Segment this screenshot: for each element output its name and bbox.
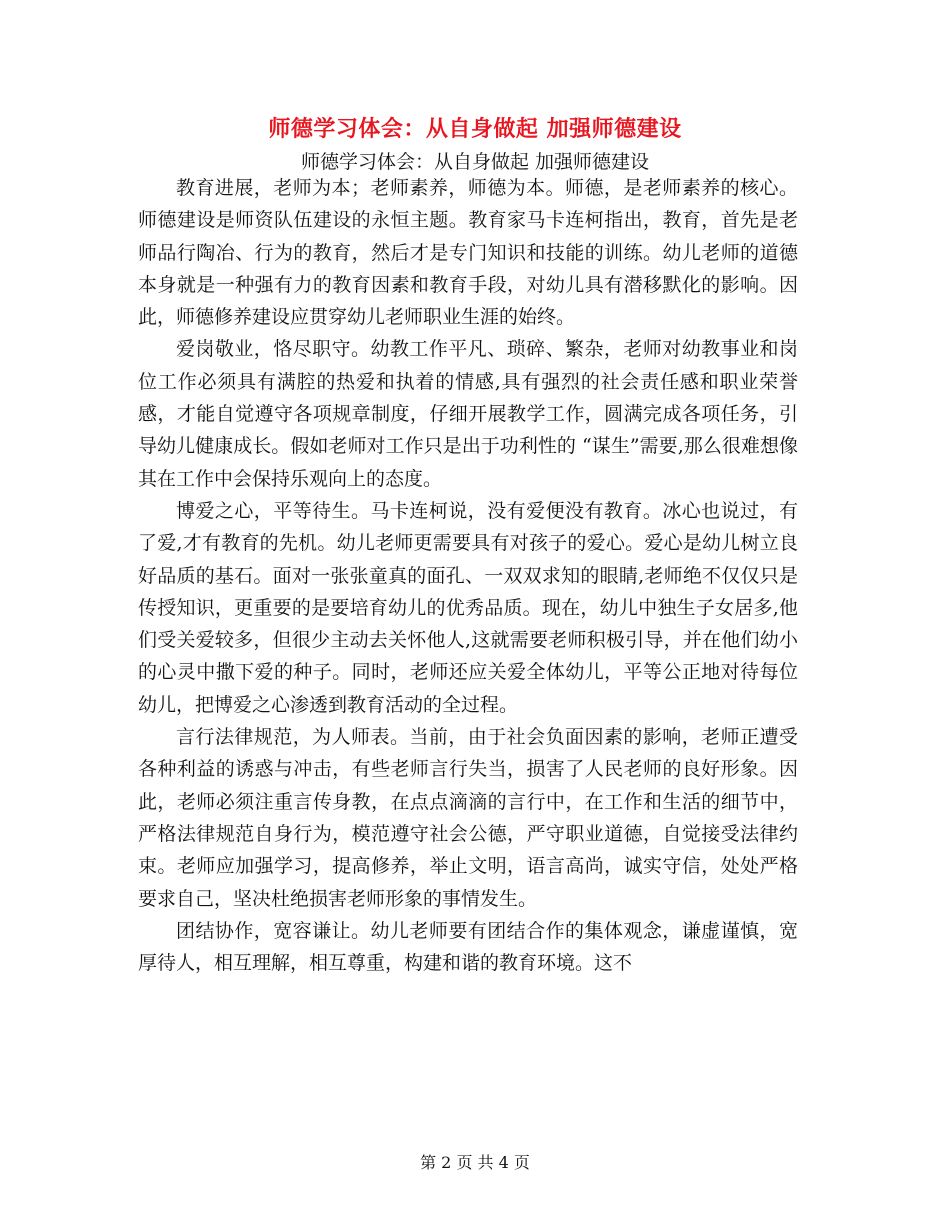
paragraph: 教育进展，老师为本；老师素养，师德为本。师德，是老师素养的核心。师德建设是师资队伍建设的永恒主题。教育家马卡连柯指出，教育，首先是老师品行陶冶、行为的教育，然后才是专门知识和技能的训练。幼儿老师的道德本身就是一种强有力的教育因素和教育手段，对幼儿具有潜移默化的影响。因此，师德修养建设应贯穿幼儿老师职业生涯的始终。 <box>138 177 798 329</box>
paragraph: 团结协作，宽容谦让。幼儿老师要有团结合作的集体观念，谦虚谨慎，宽厚待人，相互理解，相互尊重，构建和谐的教育环境。这不 <box>138 919 798 975</box>
document-title: 师德学习体会：从自身做起 加强师德建设 <box>268 117 682 142</box>
page-number-footer: 第 2 页 共 4 页 <box>420 1153 530 1172</box>
document-body <box>138 172 798 979</box>
paragraph: 爱岗敬业，恪尽职守。幼教工作平凡、琐碎、繁杂，老师对幼教事业和岗位工作必须具有满腔的热爱和执着的情感,具有强烈的社会责任感和职业荣誉感，才能自觉遵守各项规章制度，仔细开展教学工作，圆满完成各项任务，引导幼儿健康成长。假如老师对工作只是出于功利性的 “谋生”需要,那么很难想像其在工作中会保持乐观向上的态度。 <box>138 338 798 490</box>
document-subtitle: 师德学习体会：从自身做起 加强师德建设 <box>300 151 650 173</box>
paragraph: 博爱之心，平等待生。马卡连柯说，没有爱便没有教育。冰心也说过，有了爱,才有教育的先机。幼儿老师更需要具有对孩子的爱心。爱心是幼儿树立良好品质的基石。面对一张张童真的面孔、一双双求知的眼睛,老师绝不仅仅只是传授知识，更重要的是要培育幼儿的优秀品质。现在，幼儿中独生子女居多,他们受关爱较多，但很少主动去关怀他人,这就需要老师积极引导，并在他们幼小的心灵中撒下爱的种子。同时，老师还应关爱全体幼儿，平等公正地对待每位幼儿，把博爱之心渗透到教育活动的全过程。 <box>138 499 798 716</box>
paragraph: 言行法律规范，为人师表。当前，由于社会负面因素的影响，老师正遭受各种利益的诱惑与冲击，有些老师言行失当，损害了人民老师的良好形象。因此，老师必须注重言传身教，在点点滴滴的言行中，在工作和生活的细节中，严格法律规范自身行为，模范遵守社会公德，严守职业道德，自觉接受法律约束。老师应加强学习，提高修养，举止文明，语言高尚，诚实守信，处处严格要求自己，坚决杜绝损害老师形象的事情发生。 <box>138 726 798 910</box>
